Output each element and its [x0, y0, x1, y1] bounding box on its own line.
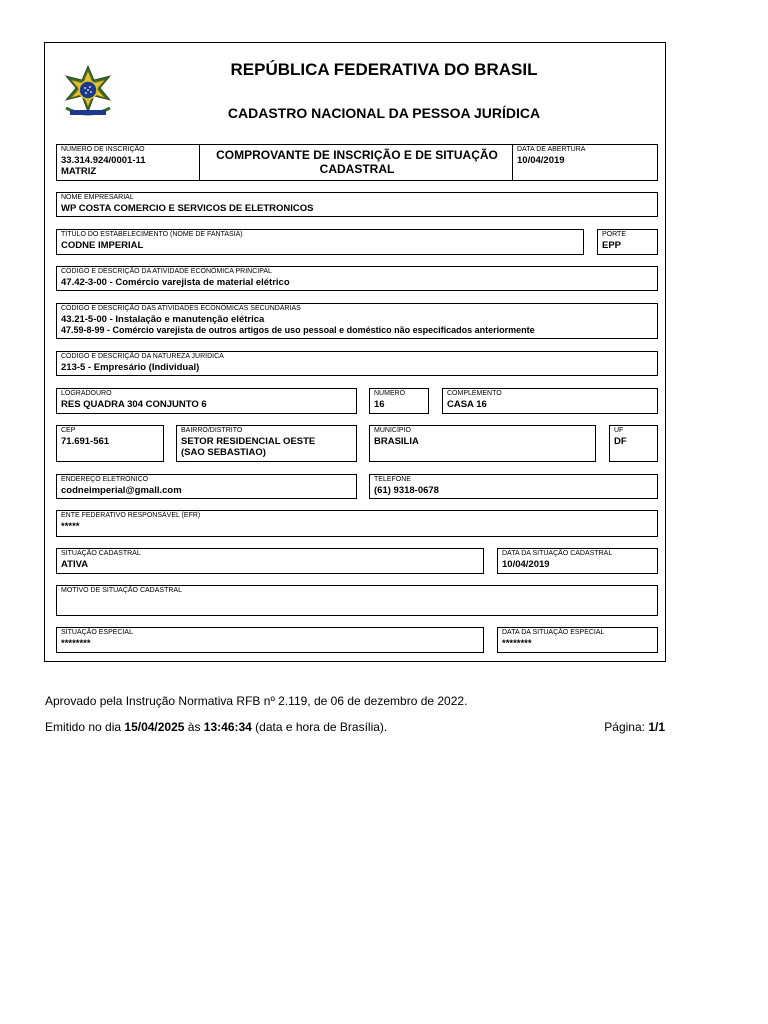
cep-label: CEP: [61, 427, 76, 434]
matriz-value: MATRIZ: [61, 166, 97, 177]
nome-empresarial-label: NOME EMPRESARIAL: [61, 194, 134, 201]
atividades-secundarias-label: CÓDIGO E DESCRIÇÃO DAS ATIVIDADES ECONÔMICAS SECUNDÁRIAS: [61, 305, 301, 312]
emitido-prefix: Emitido no dia: [45, 720, 125, 734]
email-box: [56, 474, 357, 499]
uf-value: DF: [614, 436, 627, 447]
natureza-juridica-label: CÓDIGO E DESCRIÇÃO DA NATUREZA JURÍDICA: [61, 353, 224, 360]
email-label: ENDEREÇO ELETRÔNICO: [61, 476, 149, 483]
page-subtitle: CADASTRO NACIONAL DA PESSOA JURÍDICA: [227, 105, 541, 121]
logradouro-label: LOGRADOURO: [61, 390, 112, 397]
fantasia-label: TÍTULO DO ESTABELECIMENTO (NOME DE FANTASIA): [61, 231, 243, 238]
emitido-mid: às: [184, 720, 204, 734]
natureza-juridica-box: [56, 351, 658, 376]
atividade-secundaria-2: 47.59-8-99 - Comércio varejista de outros artigos de uso pessoal e doméstico não especificados anteriormente: [61, 325, 535, 335]
atividades-secundarias-box: [56, 303, 658, 339]
abertura-box: [512, 144, 658, 181]
efr-label: ENTE FEDERATIVO RESPONSÁVEL (EFR): [61, 512, 201, 519]
complemento-value: CASA 16: [447, 399, 487, 410]
comprovante-title-line1: COMPROVANTE DE INSCRIÇÃO E DE SITUAÇÃO: [216, 148, 498, 162]
logradouro-value: RES QUADRA 304 CONJUNTO 6: [61, 399, 207, 410]
situacao-especial-label: SITUAÇÃO ESPECIAL: [61, 629, 133, 636]
nome-empresarial-box: [56, 192, 658, 217]
bairro-value-line2: (SAO SEBASTIAO): [181, 447, 266, 458]
data-situacao-box: [497, 548, 658, 574]
municipio-label: MUNICÍPIO: [374, 427, 411, 434]
aprovado-text: Aprovado pela Instrução Normativa RFB nº 2.119, de 06 de dezembro de 2022.: [45, 694, 468, 708]
municipio-value: BRASILIA: [374, 436, 419, 447]
pagina-value: 1/1: [648, 720, 665, 734]
abertura-label: DATA DE ABERTURA: [517, 146, 586, 153]
pagina-label: Página:: [604, 720, 649, 734]
situacao-value: ATIVA: [61, 559, 89, 570]
comprovante-title-line2: CADASTRAL: [319, 162, 395, 176]
abertura-value: 10/04/2019: [517, 155, 565, 166]
numero-box: [369, 388, 429, 414]
atividade-principal-value: 47.42-3-00 - Comércio varejista de material elétrico: [61, 277, 290, 288]
logradouro-box: [56, 388, 357, 414]
uf-label: UF: [614, 427, 624, 434]
situacao-label: SITUAÇÃO CADASTRAL: [61, 550, 141, 557]
complemento-box: [442, 388, 658, 414]
complemento-label: COMPLEMENTO: [447, 390, 502, 397]
uf-box: [609, 425, 658, 462]
bairro-label: BAIRRO/DISTRITO: [181, 427, 243, 434]
pagina-text: [604, 720, 665, 734]
emitido-hora: 13:46:34: [203, 720, 252, 734]
efr-value: *****: [61, 521, 80, 532]
comprovante-box: [199, 144, 513, 181]
nome-empresarial-value: WP COSTA COMERCIO E SERVICOS DE ELETRONICOS: [61, 203, 314, 214]
telefone-label: TELEFONE: [374, 476, 411, 483]
numero-value: 16: [374, 399, 385, 410]
data-situacao-especial-label: DATA DA SITUAÇÃO ESPECIAL: [502, 629, 605, 636]
data-situacao-especial-box: [497, 627, 658, 653]
page-title: REPÚBLICA FEDERATIVA DO BRASIL: [230, 60, 538, 79]
motivo-label: MOTIVO DE SITUAÇÃO CADASTRAL: [61, 587, 182, 594]
telefone-box: [369, 474, 658, 499]
data-situacao-value: 10/04/2019: [502, 559, 550, 570]
atividade-secundaria-1: 43.21-5-00 - Instalação e manutenção elétrica: [61, 314, 265, 325]
atividade-principal-box: [56, 266, 658, 291]
porte-label: PORTE: [602, 231, 626, 238]
fantasia-value: CODNE IMPERIAL: [61, 240, 144, 251]
porte-value: EPP: [602, 240, 622, 251]
data-situacao-especial-value: ********: [502, 638, 532, 649]
efr-box: [56, 510, 658, 537]
atividade-principal-label: CÓDIGO E DESCRIÇÃO DA ATIVIDADE ECONÔMICA PRINCIPAL: [61, 268, 272, 275]
situacao-especial-box: [56, 627, 484, 653]
data-situacao-label: DATA DA SITUAÇÃO CADASTRAL: [502, 550, 613, 557]
fantasia-box: [56, 229, 584, 255]
bairro-box: [176, 425, 357, 462]
email-value: codneimperial@gmall.com: [61, 485, 182, 496]
inscricao-label: NÚMERO DE INSCRIÇÃO: [61, 146, 145, 153]
natureza-juridica-value: 213-5 - Empresário (Individual): [61, 362, 200, 373]
motivo-box: [56, 585, 658, 616]
porte-box: [597, 229, 658, 255]
numero-label: NÚMERO: [374, 390, 406, 397]
telefone-value: (61) 9318-0678: [374, 485, 439, 496]
cep-box: [56, 425, 164, 462]
emitido-data: 15/04/2025: [124, 720, 185, 734]
situacao-especial-value: ********: [61, 638, 91, 649]
cnpj-value: 33.314.924/0001-11: [61, 155, 146, 166]
situacao-box: [56, 548, 484, 574]
inscricao-box: [56, 144, 200, 181]
municipio-box: [369, 425, 596, 462]
emitido-text: [45, 720, 387, 734]
emitido-suffix: (data e hora de Brasília).: [251, 720, 388, 734]
cep-value: 71.691-561: [61, 436, 110, 447]
bairro-value-line1: SETOR RESIDENCIAL OESTE: [181, 436, 316, 447]
